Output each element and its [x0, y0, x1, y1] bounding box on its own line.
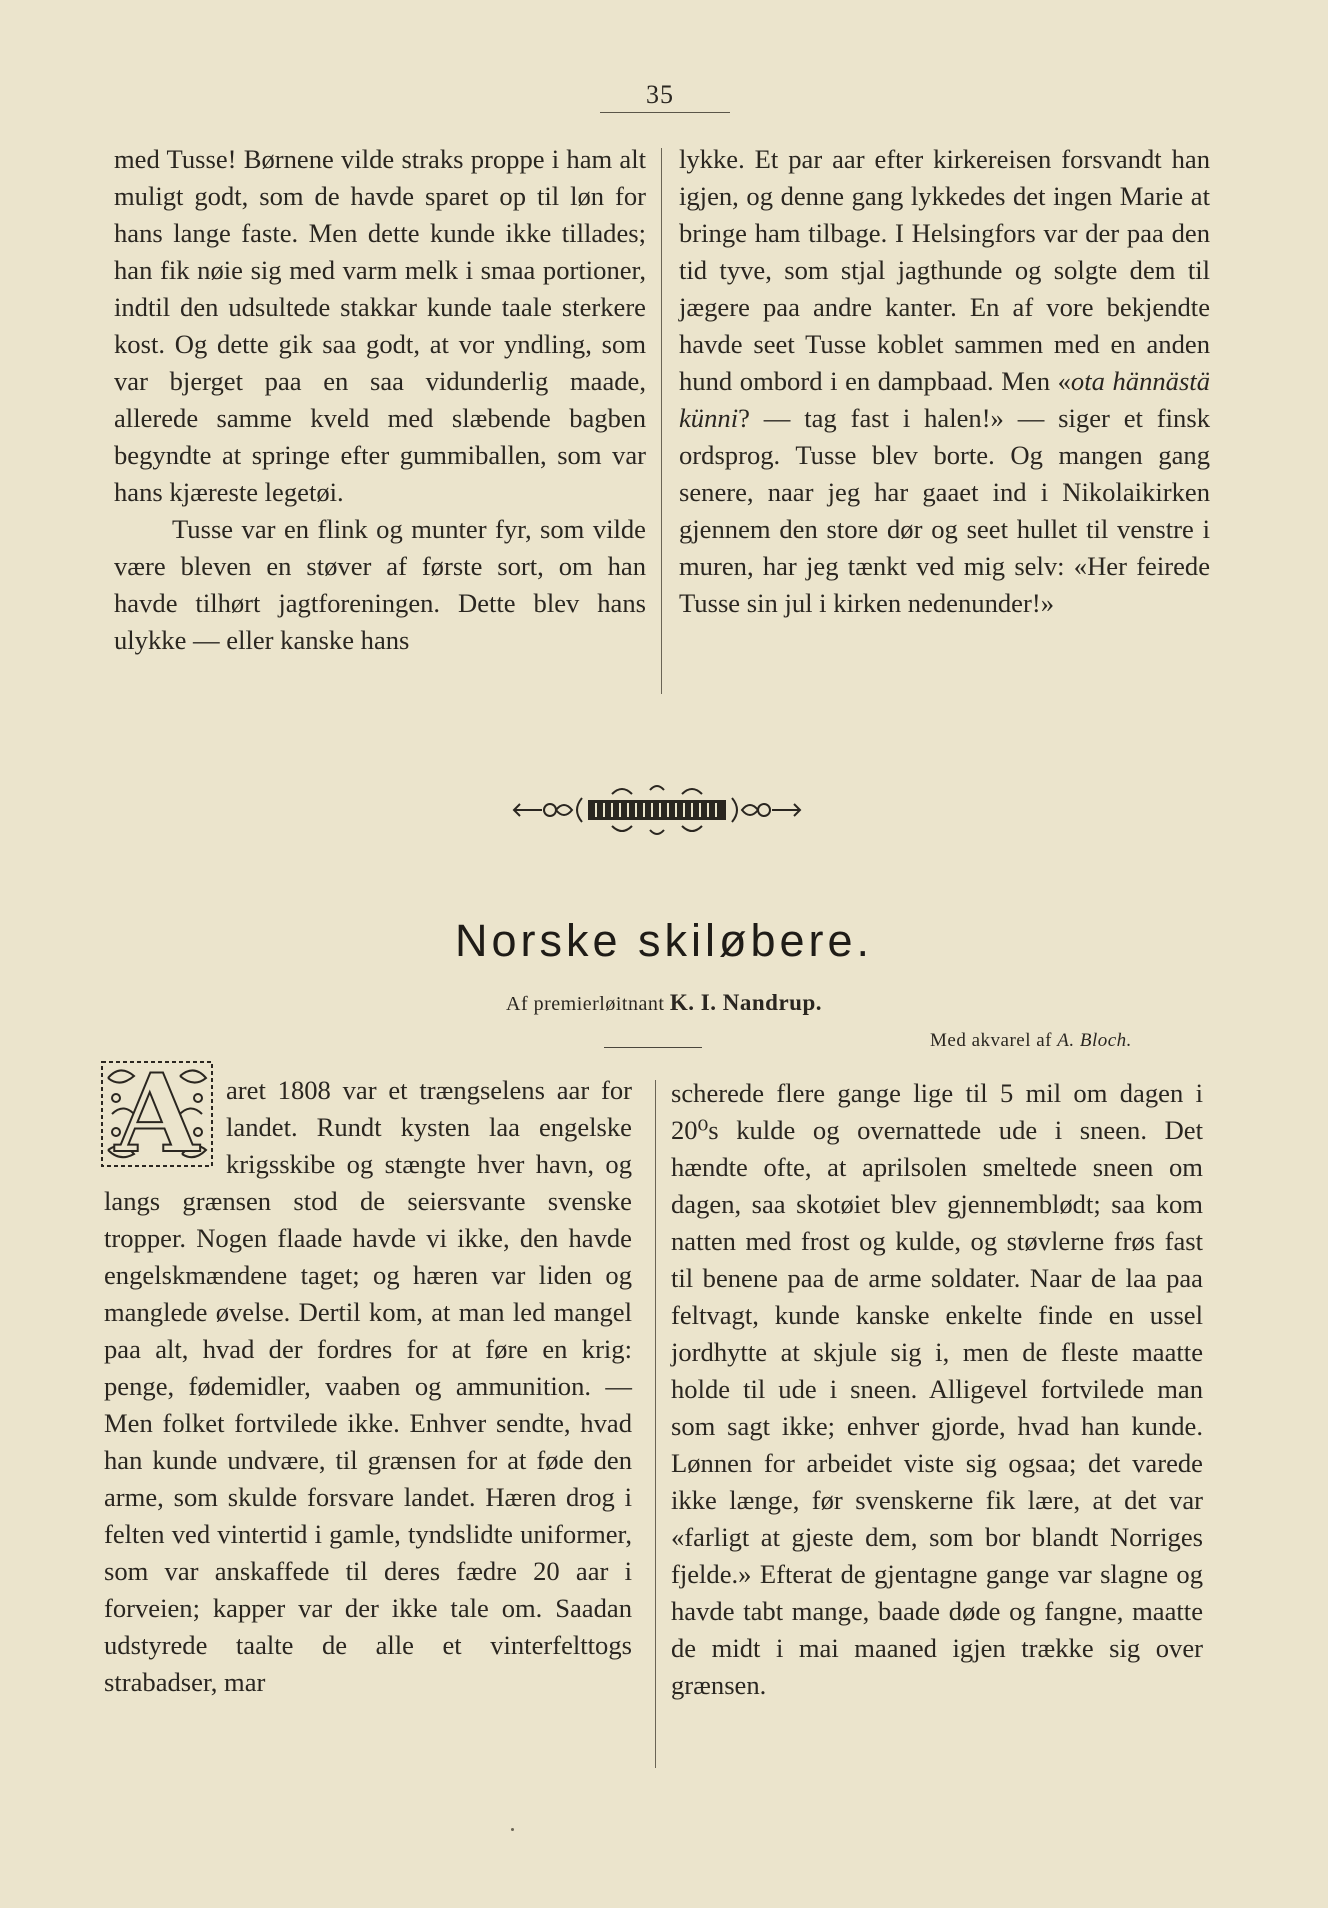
article-title: Norske skiløbere.	[454, 915, 874, 966]
page-speck	[511, 1828, 514, 1831]
story-paragraph-2: Tusse var en flink og munter fyr, som vilde være bleven en støver af første sort, om han havde tilhørt jagtforeningen. Dette blev hans ulykke — eller kanske hans	[114, 514, 646, 655]
story-right-column	[679, 141, 1210, 622]
title-rule	[604, 1047, 702, 1048]
byline-prefix: Af premierløitnant	[506, 993, 665, 1015]
story-text-before-quote: lykke. Et par aar efter kirkereisen forsvandt han igjen, og denne gang lykkedes det ingen Marie at bringe ham tilbage. I Helsingfors var der paa den tid tyve, som stjal jagthunde og solgte dem til jægere paa andre kanter. En af vore bekjendte havde seet Tusse koblet sammen med en anden hund ombord i en dampbaad. Men «	[679, 144, 1210, 396]
column-divider-bottom	[655, 1080, 656, 1768]
finnish-proverb: ota hännästä künni	[679, 366, 1210, 433]
ornament-divider-icon	[512, 776, 802, 844]
column-divider-top	[661, 148, 662, 694]
article-right-column	[671, 1075, 1203, 1704]
drop-cap	[98, 1051, 216, 1177]
article-byline	[300, 990, 1028, 1016]
story-text-after-quote: ? — tag fast i halen!» — siger et finsk ordsprog. Tusse blev borte. Og mangen gang senere, naar jeg har gaaet ind i Nikolaikirken gjennem den store dør og seet hullet til venstre i muren, har jeg tænkt ved mig selv: «Her feirede Tusse sin jul i kirken nedenunder!»	[679, 403, 1210, 618]
article-text-right: scherede flere gange lige til 5 mil om dagen i 20⁰s kulde og overnattede ude i sneen. Det hændte ofte, at aprilsolen smeltede sneen om dagen, saa skotøiet blev gjennemblødt; saa kom natten med frost og kulde, og støvlerne frøs fast til benene paa de arme soldater. Naar de laa paa feltvagt, kunde kanske enkelte finde en ussel jordhytte at skjule sig i, men de fleste maatte holde til ude i sneen. Alligevel fortvilede man som sagt ikke; enhver gjorde, hvad han kunde. Lønnen for arbeidet viste sig ogsaa; det varede ikke længe, før svenskerne fik lære, at det var «farligt at gjeste dem, som bor blandt Norriges fjelde.» Efterat de gjentagne gange var slagne og havde tabt mange, baade døde og fangne, maatte de midt i mai maaned igjen trække sig over grænsen.	[671, 1078, 1203, 1700]
credit-name: A. Bloch.	[1057, 1030, 1132, 1051]
page-number: 35	[646, 80, 674, 109]
page-number-rule	[600, 112, 730, 113]
story-paragraph-1: med Tusse! Børnene vilde straks proppe i ham alt muligt godt, som de havde sparet op til løn for hans lange faste. Men dette kunde ikke tillades; han fik nøie sig med varm melk i smaa portioner, indtil den udsultede stakkar kunde taale sterkere kost. Og dette gik saa godt, at vor yndling, som var bjerget paa en saa vidunderlig maade, allerede samme kveld med slæbende bagben begyndte at springe efter gummiballen, som var hans kjæreste legetøi.	[114, 144, 646, 507]
story-left-column	[114, 141, 646, 659]
illustration-credit	[930, 1030, 1132, 1052]
article-text-left: aret 1808 var et trængselens aar for landet. Rundt kysten laa engelske krigsskibe og stængte hver havn, og langs grænsen stod de seiersvante svenske tropper. Nogen flaade havde vi ikke, den havde engelskmændene taget; og hæren var liden og manglede øvelse. Dertil kom, at man led mangel paa alt, hvad der fordres for at føre en krig: penge, fødemidler, vaaben og ammunition. — Men folket fortvilede ikke. Enhver sendte, hvad han kunde undvære, til grænsen for at føde den arme, som skulde forsvare landet. Hæren drog i felten ved vintertid i gamle, tyndslidte uniformer, som var anskaffede til deres fædre 20 aar i forveien; kapper var der ikke tale om. Saadan udstyrede taalte de alle et vinterfelttogs strabadser, mar	[104, 1075, 632, 1697]
drop-cap-letter: A	[115, 1051, 199, 1177]
article-left-column	[104, 1051, 632, 1701]
byline-author: K. I. Nandrup.	[669, 990, 822, 1015]
story-paragraph-3	[679, 141, 1210, 622]
credit-prefix: Med akvarel af	[930, 1030, 1052, 1051]
